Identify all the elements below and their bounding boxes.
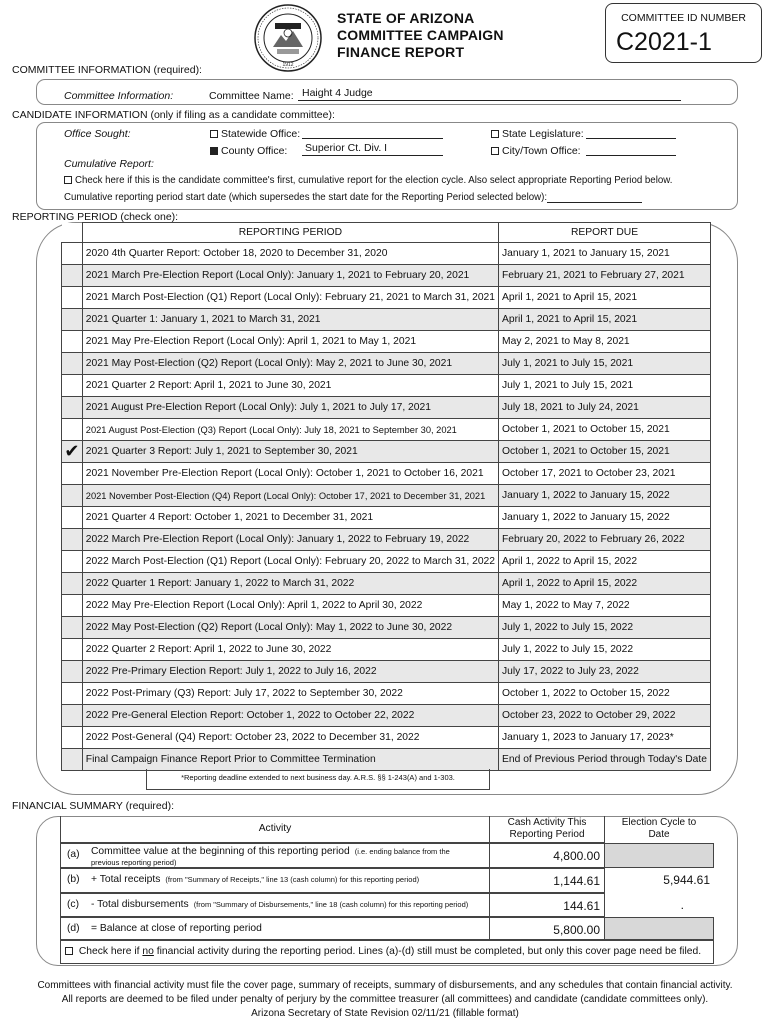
period-checkbox[interactable] [62,551,83,573]
statewide-office-option[interactable] [210,128,300,140]
no-activity-post: financial activity during the reporting period. Lines (a)-(d) still must be completed, but only this cover page need be filed. [156,946,702,957]
period-checkbox[interactable] [62,573,83,595]
reporting-period-row[interactable] [62,419,711,441]
row-label [91,846,450,857]
row-letter: (a) [67,849,80,860]
form-title [337,10,504,61]
due-text: April 1, 2022 to April 15, 2022 [499,551,711,573]
financial-row-activity [60,868,490,893]
cycle-header-line2: Date [648,829,670,840]
period-text: 2021 Quarter 4 Report: October 1, 2021 to December 31, 2021 [82,507,498,529]
period-checkbox[interactable] [62,353,83,375]
legislature-label: State Legislature: [502,128,584,140]
election-cycle-field [604,917,714,940]
period-text: 2021 March Pre-Election Report (Local Only): January 1, 2021 to February 20, 2021 [82,265,498,287]
citytown-checkbox[interactable] [491,147,499,155]
reporting-period-row[interactable] [62,243,711,265]
period-checkbox[interactable] [62,463,83,485]
period-checkbox[interactable] [62,749,83,771]
reporting-period-row[interactable] [62,485,711,507]
due-text: End of Previous Period through Today's Date [499,749,711,771]
no-activity-checkbox[interactable] [65,947,73,955]
reporting-period-row[interactable] [62,287,711,309]
legislature-checkbox[interactable] [491,130,499,138]
reporting-period-row[interactable] [62,265,711,287]
candidate-info-section-label: CANDIDATE INFORMATION (only if filing as a candidate committee): [12,109,335,121]
reporting-period-row[interactable] [62,507,711,529]
activity-header: Activity [258,823,292,834]
state-legislature-field[interactable] [586,127,676,139]
due-text: July 1, 2021 to July 15, 2021 [499,353,711,375]
reporting-period-row[interactable] [62,463,711,485]
period-text: 2022 Pre-Primary Election Report: July 1, 2022 to July 16, 2022 [82,661,498,683]
period-text: 2021 Quarter 2 Report: April 1, 2021 to June 30, 2021 [82,375,498,397]
committee-id-box [605,3,762,63]
row-label-text: + Total receipts [91,874,161,885]
row-note: (from "Summary of Receipts," line 13 (cash column) for this reporting period) [165,875,420,884]
cumulative-checkbox[interactable] [64,176,72,184]
due-text: February 21, 2021 to February 27, 2021 [499,265,711,287]
reporting-period-row[interactable] [62,309,711,331]
reporting-period-row[interactable] [62,331,711,353]
period-checkbox[interactable] [62,397,83,419]
financial-row-activity [60,917,490,940]
due-text: May 1, 2022 to May 7, 2022 [499,595,711,617]
period-text: 2021 May Post-Election (Q2) Report (Local Only): May 2, 2021 to June 30, 2021 [82,353,498,375]
no-activity-row[interactable] [60,940,714,964]
due-text: April 1, 2021 to April 15, 2021 [499,287,711,309]
cycle-header-line1: Election Cycle to [621,817,697,828]
period-text: 2021 November Pre-Election Report (Local Only): October 1, 2021 to October 16, 2021 [82,463,498,485]
period-checkbox[interactable] [62,683,83,705]
reporting-period-row[interactable] [62,573,711,595]
cash-header-line1: Cash Activity This [507,817,587,828]
due-text: July 18, 2021 to July 24, 2021 [499,397,711,419]
reporting-period-row[interactable] [62,661,711,683]
title-line-1: STATE OF ARIZONA [337,10,475,26]
row-letter: (c) [67,899,80,910]
period-text: 2022 Post-General (Q4) Report: October 23, 2022 to December 31, 2022 [82,727,498,749]
col-header-due: REPORT DUE [499,223,711,243]
due-text: January 1, 2022 to January 15, 2022 [499,507,711,529]
row-label-text: = Balance at close of reporting period [91,923,262,934]
cash-activity-field[interactable]: 144.61 [489,893,605,917]
due-text: July 1, 2021 to July 15, 2021 [499,375,711,397]
check-mark-icon: ✔ [64,441,80,461]
due-text: October 1, 2022 to October 15, 2022 [499,683,711,705]
due-text: July 17, 2022 to July 23, 2022 [499,661,711,683]
cumulative-check-text: Check here if this is the candidate committee's first, cumulative report for the election cycle. Also select appropriate Reporting Period below. [75,175,673,186]
financial-row-activity [60,843,490,868]
no-activity-text [65,946,701,957]
period-text: 2021 March Post-Election (Q1) Report (Local Only): February 21, 2021 to March 31, 2021 [82,287,498,309]
svg-text:1912: 1912 [282,62,294,68]
reporting-period-row[interactable] [62,705,711,727]
due-text: October 1, 2021 to October 15, 2021 [499,419,711,441]
reporting-period-row[interactable] [62,595,711,617]
office-sought-label: Office Sought: [64,128,131,140]
due-text: April 1, 2021 to April 15, 2021 [499,309,711,331]
reporting-period-row[interactable] [62,639,711,661]
period-text: 2021 November Post-Election (Q4) Report (Local Only): October 17, 2021 to December 31, 2021 [82,485,498,507]
state-legislature-option[interactable] [491,128,584,140]
period-text: 2022 Pre-General Election Report: October 1, 2022 to October 22, 2022 [82,705,498,727]
cash-header-cell [489,816,605,843]
due-text: October 17, 2021 to October 23, 2021 [499,463,711,485]
election-cycle-field[interactable]: 5,944.61 [663,873,710,887]
col-header-period: REPORTING PERIOD [82,223,498,243]
footer-line-2: All reports are deemed to be filed under penalty of perjury by the committee treasurer (all committees) and candidate (candidate committees only). [61,994,709,1005]
period-text: 2021 Quarter 1: January 1, 2021 to March 31, 2021 [82,309,498,331]
period-text: 2022 Quarter 2 Report: April 1, 2022 to June 30, 2022 [82,639,498,661]
period-checkbox[interactable] [62,727,83,749]
statewide-label: Statewide Office: [221,128,301,140]
reporting-period-row[interactable] [62,617,711,639]
reporting-period-row[interactable] [62,551,711,573]
cycle-header-cell [604,817,714,841]
cash-header-line2: Reporting Period [509,829,585,840]
row-note: (i.e. ending balance from the [354,847,450,856]
period-text: Final Campaign Finance Report Prior to Committee Termination [82,749,498,771]
committee-name-label: Committee Name: [209,90,294,102]
row-label [91,923,262,934]
county-office-option[interactable] [210,145,287,157]
cash-activity-field[interactable]: 4,800.00 [489,843,605,868]
cumulative-report-label: Cumulative Report: [64,158,154,170]
period-text: 2022 May Pre-Election Report (Local Only): April 1, 2022 to April 30, 2022 [82,595,498,617]
header-blank [62,223,83,243]
committee-info-row-label: Committee Information: [64,90,174,102]
period-text: 2021 August Post-Election (Q3) Report (Local Only): July 18, 2021 to September 30, 2021 [82,419,498,441]
city-town-option[interactable] [491,145,581,157]
due-text: July 1, 2022 to July 15, 2022 [499,617,711,639]
cash-activity-field[interactable]: 5,800.00 [489,917,605,940]
reporting-period-row[interactable] [62,683,711,705]
period-checkbox[interactable] [62,287,83,309]
period-checkbox[interactable] [62,331,83,353]
statewide-office-field[interactable] [302,127,443,139]
financial-row-activity [60,893,490,917]
county-checkbox[interactable] [210,147,218,155]
election-cycle-field[interactable]: . [680,898,684,912]
due-text: February 20, 2022 to February 26, 2022 [499,529,711,551]
period-checkbox[interactable] [62,639,83,661]
due-text: January 1, 2021 to January 15, 2021 [499,243,711,265]
cumulative-start-row [64,192,642,203]
reporting-period-row[interactable] [62,353,711,375]
footer-line-1: Committees with financial activity must file the cover page, summary of receipts, summary of disbursements, and any schedules that contain financial activity. [37,980,733,991]
reporting-period-row[interactable] [62,727,711,749]
committee-info-section-label: COMMITTEE INFORMATION (required): [12,64,202,76]
due-text: May 2, 2021 to May 8, 2021 [499,331,711,353]
committee-name-field[interactable]: Haight 4 Judge [298,87,681,101]
period-text: 2022 March Post-Election (Q1) Report (Local Only): February 20, 2022 to March 31, 2022 [82,551,498,573]
reporting-period-section-label: REPORTING PERIOD (check one): [12,211,179,223]
row-letter: (d) [67,923,80,934]
state-seal-logo [253,3,323,73]
period-checkbox[interactable] [62,507,83,529]
period-checkbox[interactable] [62,243,83,265]
no-activity-no: no [142,946,154,957]
due-text: July 1, 2022 to July 15, 2022 [499,639,711,661]
cumulative-start-field[interactable] [547,193,642,203]
period-text: 2022 March Pre-Election Report (Local Only): January 1, 2022 to February 19, 2022 [82,529,498,551]
reporting-period-row[interactable] [62,529,711,551]
period-text: 2020 4th Quarter Report: October 18, 2020 to December 31, 2020 [82,243,498,265]
due-text: January 1, 2023 to January 17, 2023* [499,727,711,749]
due-text: April 1, 2022 to April 15, 2022 [499,573,711,595]
row-label [91,874,419,885]
period-text: 2021 May Pre-Election Report (Local Only): April 1, 2021 to May 1, 2021 [82,331,498,353]
title-line-2: COMMITTEE CAMPAIGN [337,27,504,43]
table-header-row [62,223,711,243]
due-text: January 1, 2022 to January 15, 2022 [499,485,711,507]
title-line-3: FINANCE REPORT [337,44,465,60]
reporting-period-table [61,222,711,771]
period-text: 2022 May Post-Election (Q2) Report (Local Only): May 1, 2022 to June 30, 2022 [82,617,498,639]
period-checkbox[interactable] [62,265,83,287]
period-checkbox[interactable] [62,419,83,441]
committee-id-field[interactable]: C2021-1 [616,28,712,56]
county-label: County Office: [221,145,288,157]
due-text: October 1, 2021 to October 15, 2021 [499,441,711,463]
row-note-continued: previous reporting period) [91,858,177,867]
reporting-period-row[interactable] [62,397,711,419]
period-text: 2021 August Pre-Election Report (Local Only): July 1, 2021 to July 17, 2021 [82,397,498,419]
period-checkbox[interactable] [62,441,83,463]
city-town-field[interactable] [586,144,676,156]
financial-summary-section-label: FINANCIAL SUMMARY (required): [12,800,175,812]
reporting-period-row[interactable] [62,375,711,397]
footer-line-3: Arizona Secretary of State Revision 02/11/21 (fillable format) [251,1008,519,1019]
period-checkbox[interactable] [62,375,83,397]
row-label [91,899,468,910]
period-text: 2021 Quarter 3 Report: July 1, 2021 to September 30, 2021 [82,441,498,463]
row-letter: (b) [67,874,80,885]
citytown-label: City/Town Office: [502,145,581,157]
period-text: 2022 Quarter 1 Report: January 1, 2022 to March 31, 2022 [82,573,498,595]
row-label-text: Committee value at the beginning of this reporting period [91,846,350,857]
activity-header-cell [60,816,490,843]
period-checkbox[interactable] [62,661,83,683]
reporting-period-row[interactable] [62,441,711,463]
row-label-text: - Total disbursements [91,899,189,910]
period-checkbox[interactable] [62,617,83,639]
committee-id-label: COMMITTEE ID NUMBER [621,12,746,24]
reporting-period-row[interactable] [62,749,711,771]
cumulative-start-text: Cumulative reporting period start date (which supersedes the start date for the Reporting Period selected below): [64,192,548,203]
period-checkbox[interactable] [62,705,83,727]
period-checkbox[interactable] [62,595,83,617]
row-note: (from "Summary of Disbursements," line 18 (cash column) for this reporting period) [193,900,469,909]
no-activity-pre: Check here if [78,946,140,957]
period-text: 2022 Post-Primary (Q3) Report: July 17, 2022 to September 30, 2022 [82,683,498,705]
due-text: October 23, 2022 to October 29, 2022 [499,705,711,727]
cumulative-check-row[interactable] [64,175,672,186]
cash-activity-field[interactable]: 1,144.61 [489,868,605,893]
election-cycle-field [604,843,714,868]
period-checkbox[interactable] [62,529,83,551]
deadline-footnote: *Reporting deadline extended to next business day. A.R.S. §§ 1-243(A) and 1-303. [146,769,490,790]
period-checkbox[interactable] [62,309,83,331]
county-office-field[interactable]: Superior Ct. Div. I [302,142,443,156]
period-checkbox[interactable] [62,485,83,507]
statewide-checkbox[interactable] [210,130,218,138]
